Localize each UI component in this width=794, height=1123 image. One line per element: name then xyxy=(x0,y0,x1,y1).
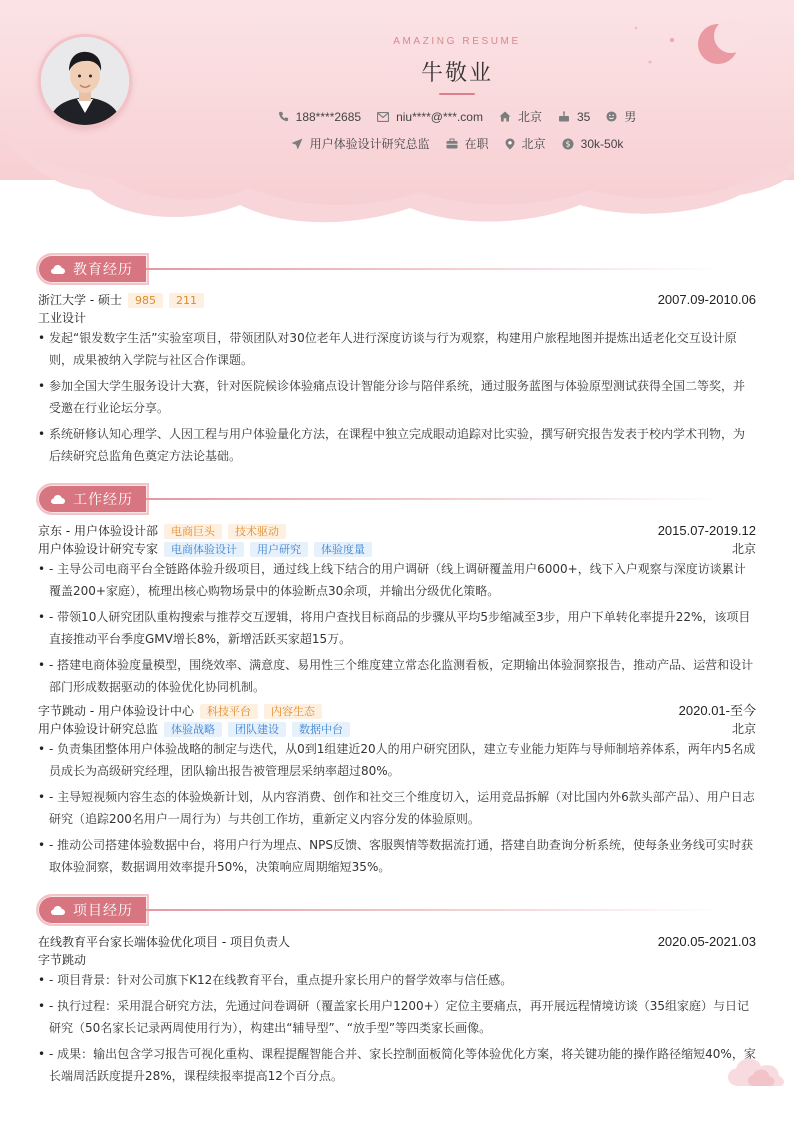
position-tag: 体验战略 xyxy=(164,722,222,737)
gender-item xyxy=(606,108,636,125)
job-position-row xyxy=(38,721,756,737)
section-title-text: 项目经历 xyxy=(73,903,133,919)
project-dates: 2020.05-2021.03 xyxy=(657,934,756,949)
project-bullets xyxy=(38,969,756,1091)
section-pill xyxy=(36,253,149,285)
email-text: niu****@***.com xyxy=(396,109,483,124)
project-company-row xyxy=(38,952,756,968)
location-pin-icon xyxy=(505,138,515,150)
position-tag: 团队建设 xyxy=(228,722,286,737)
job-intent-row xyxy=(0,135,794,152)
phone-item xyxy=(278,110,361,124)
company-tag: 技术驱动 xyxy=(228,524,286,539)
candidate-name: 牛敬业 xyxy=(420,61,493,86)
section-title-text: 教育经历 xyxy=(73,262,133,278)
project-name-role: 在线教育平台家长端体验优化项目 - 项目负责人 xyxy=(38,935,290,949)
email-item xyxy=(377,110,483,124)
cloud-icon xyxy=(51,906,65,915)
list-item: • 发起“银发数字生活”实验室项目，带领团队对30位老年人进行深度访谈与行为观察，构建用户旅程地图并提炼出适老化交互设计原则，成果被纳入学院与社区合作课题。 xyxy=(38,327,756,371)
job-company: 京东 - 用户体验设计部 xyxy=(38,524,158,538)
list-item: • - 项目背景：针对公司旗下K12在线教育平台，重点提升家长用户的督学效率与信任感。 xyxy=(38,969,756,991)
list-item: • - 主导短视频内容生态的体验焕新计划，从内容消费、创作和社交三个维度切入，运用竞品拆解（对比国内外6款头部产品）、用户日志研究（追踪200名用户一周行为）与共创工作坊，重新定义内容分发的体验原则。 xyxy=(38,786,756,830)
section-pill xyxy=(36,483,149,515)
company-tag: 内容生态 xyxy=(264,704,322,719)
position-tag: 电商体验设计 xyxy=(164,542,244,557)
list-item: • - 推动公司搭建体验数据中台，将用户行为埋点、NPS反馈、客服舆情等数据流打通，搭建自助查询分析系统，使每条业务线可实时获取体验洞察，数据调用效率提升50%，决策响应周期缩短35%。 xyxy=(38,834,756,878)
target-city-text: 北京 xyxy=(521,137,546,151)
list-item: • - 成果：输出包含学习报告可视化重构、课程提醒智能合并、家长控制面板简化等体验优化方案，将关键功能的操作路径缩短40%，家长端周活跃度提升28%，课程续报率提高12个百分点。 xyxy=(38,1043,756,1087)
company-tag: 电商巨头 xyxy=(164,524,222,539)
age-item xyxy=(558,110,590,124)
job-dates: 2020.01-至今 xyxy=(678,703,756,718)
salary-item xyxy=(562,137,624,151)
position-tag: 用户研究 xyxy=(250,542,308,557)
job-position: 用户体验设计研究总监 xyxy=(38,722,159,736)
phone-text: 188****2685 xyxy=(295,109,362,124)
school-tag: 985 xyxy=(128,293,163,308)
section-divider xyxy=(146,268,722,270)
list-item: • - 负责集团整体用户体验战略的制定与迭代，从0到1组建近20人的用户研究团队，建立专业能力矩阵与导师制培养体系，两年内5名成员成长为高级研究经理，团队输出报告被管理层采纳率超过80%。 xyxy=(38,738,756,782)
cake-icon xyxy=(558,111,570,122)
briefcase-icon xyxy=(446,138,458,149)
list-item: • - 执行过程：采用混合研究方法，先通过问卷调研（覆盖家长用户1200+）定位主要痛点，再开展远程情境访谈（35组家庭）与日记研究（50名家长记录两周使用行为），构建出“辅导型”、“放手型”等四类家长画像。 xyxy=(38,995,756,1039)
resume-tagline: AMAZING RESUME xyxy=(393,36,521,47)
job-city: 北京 xyxy=(731,542,756,556)
position-tag: 数据中台 xyxy=(292,722,350,737)
section-pill xyxy=(36,894,149,926)
smiley-icon xyxy=(606,111,617,122)
work-section-title xyxy=(36,482,149,516)
cloud-icon xyxy=(51,265,65,274)
job-bullets xyxy=(38,558,756,702)
job-city: 北京 xyxy=(731,722,756,736)
svg-text:$: $ xyxy=(565,139,571,149)
target-position-text: 用户体验设计研究总监 xyxy=(309,137,430,151)
job-company: 字节跳动 - 用户体验设计中心 xyxy=(38,704,194,718)
project-company: 字节跳动 xyxy=(38,953,87,967)
list-item: • - 带领10人研究团队重构搜索与推荐交互逻辑，将用户查找目标商品的步骤从平均5步缩减至3步，用户下单转化率提升22%，该项目直接推动平台季度GMV增长8%，新增活跃买家超15万。 xyxy=(38,606,756,650)
status-item xyxy=(446,135,489,152)
education-header-row xyxy=(38,292,756,308)
list-item: • 参加全国大学生服务设计大赛，针对医院候诊体验痛点设计智能分诊与陪伴系统，通过服务蓝图与体验原型测试获得全国二等奖，并受邀在行业论坛分享。 xyxy=(38,375,756,419)
decorative-cloud-icon xyxy=(728,1058,784,1088)
salary-text: 30k-50k xyxy=(580,136,624,151)
section-divider xyxy=(146,909,722,911)
school-degree: 浙江大学 - 硕士 xyxy=(38,293,122,307)
list-item: • 系统研修认知心理学、人因工程与用户体验量化方法，在课程中独立完成眼动追踪对比实验，撰写研究报告发表于校内学术刊物，为后续研究总监角色奠定方法论基础。 xyxy=(38,423,756,467)
list-item: • - 主导公司电商平台全链路体验升级项目，通过线上线下结合的用户调研（线上调研覆盖用户6000+，线下入户观察与深度访谈累计覆盖200+家庭），梳理出核心购物场景中的体验断点30余项，并输出分级优化策略。 xyxy=(38,558,756,602)
age-text: 35 xyxy=(576,109,591,124)
list-item: • - 搭建电商体验度量模型，围绕效率、满意度、易用性三个维度建立常态化监测看板，定期输出体验洞察报告，推动产品、运营和设计部门形成数据驱动的体验优化协同机制。 xyxy=(38,654,756,698)
gender-text: 男 xyxy=(624,110,637,124)
name-underline xyxy=(439,93,475,95)
position-tag: 体验度量 xyxy=(314,542,372,557)
education-dates: 2007.09-2010.06 xyxy=(657,292,756,307)
school-tag: 211 xyxy=(169,293,204,308)
education-section-title xyxy=(36,252,149,286)
job-bullets xyxy=(38,738,756,882)
job-dates: 2015.07-2019.12 xyxy=(657,523,756,538)
hometown-text: 北京 xyxy=(517,110,542,124)
phone-icon xyxy=(278,111,289,122)
major: 工业设计 xyxy=(38,311,87,325)
section-title-text: 工作经历 xyxy=(73,492,133,508)
hometown-item xyxy=(499,108,542,125)
company-tag: 科技平台 xyxy=(200,704,258,719)
contact-row xyxy=(0,108,794,125)
send-icon xyxy=(291,138,303,150)
target-position-item xyxy=(291,135,430,152)
cloud-icon xyxy=(51,495,65,504)
email-icon xyxy=(377,112,389,122)
education-major-row xyxy=(38,310,756,326)
section-divider xyxy=(146,498,722,500)
project-header-row xyxy=(38,934,756,950)
status-text: 在职 xyxy=(464,137,489,151)
education-bullets xyxy=(38,327,756,471)
target-city-item xyxy=(505,135,546,152)
projects-section-title xyxy=(36,893,149,927)
resume-header xyxy=(0,0,794,232)
job-header-row xyxy=(38,703,756,719)
money-icon xyxy=(562,138,574,150)
job-position-row xyxy=(38,541,756,557)
home-icon xyxy=(499,111,511,122)
job-header-row xyxy=(38,523,756,539)
job-position: 用户体验设计研究专家 xyxy=(38,542,159,556)
